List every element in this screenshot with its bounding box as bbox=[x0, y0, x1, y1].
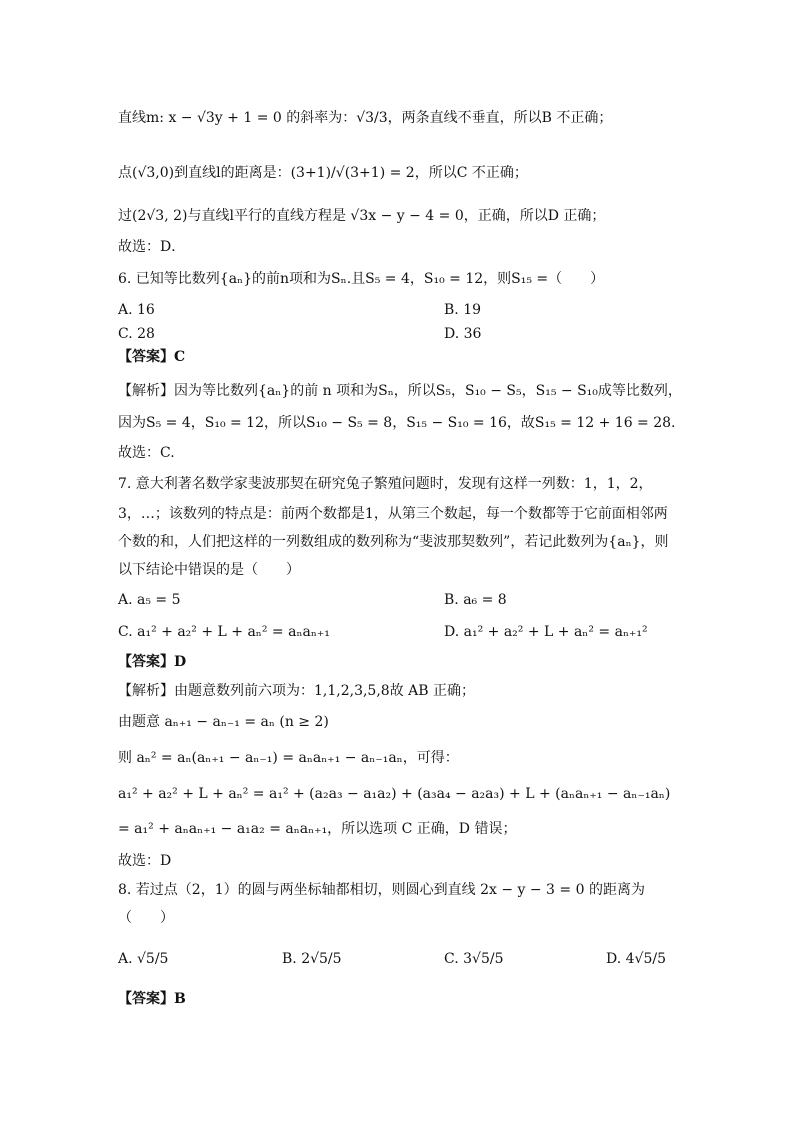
q7-analysis: a₁² + a₂² + L + aₙ² = a₁² + (a₂a₃ − a₁a₂) + (a₃a₄ − a₂a₃) + L + (aₙaₙ₊₁ − aₙ₋₁aₙ) bbox=[118, 786, 671, 802]
q6-option-a: A. 16 bbox=[118, 302, 155, 318]
q6-analysis: 【解析】因为等比数列{aₙ}的前 n 项和为Sₙ，所以S₅，S₁₀ − S₅，S₁₅ − S₁₀成等比数列， bbox=[118, 383, 682, 399]
q7-option-c: C. a₁² + a₂² + L + aₙ² = aₙaₙ₊₁ bbox=[118, 624, 330, 640]
question-7-stem: 7. 意大利著名数学家斐波那契在研究兔子繁殖问题时，发现有这样一列数：1，1，2， bbox=[118, 476, 653, 492]
q6-choice: 故选：C. bbox=[118, 445, 175, 461]
q8-option-d: D. 4√5/5 bbox=[606, 951, 666, 967]
q7-option-a: A. a₅ = 5 bbox=[118, 592, 181, 608]
text-line: 点(√3,0)到直线l的距离是：(3+1)/√(3+1) = 2，所以C 不正确； bbox=[118, 165, 528, 181]
question-8-stem: （ ） bbox=[118, 910, 174, 926]
question-8-stem: 8. 若过点（2，1）的圆与两坐标轴都相切，则圆心到直线 2x − y − 3 = 0 的距离为 bbox=[118, 882, 645, 898]
q8-option-a: A. √5/5 bbox=[118, 951, 169, 967]
q7-analysis: = a₁² + aₙaₙ₊₁ − a₁a₂ = aₙaₙ₊₁，所以选项 C 正确，D 错误； bbox=[118, 821, 517, 837]
q8-option-b: B. 2√5/5 bbox=[282, 951, 342, 967]
q6-answer: 【答案】C bbox=[118, 349, 186, 365]
question-7-stem: 以下结论中错误的是（ ） bbox=[118, 562, 300, 578]
text-line: 过(2√3, 2)与直线l平行的直线方程是 √3x − y − 4 = 0，正确，所以D 正确； bbox=[118, 208, 606, 224]
q7-choice: 故选：D bbox=[118, 853, 172, 869]
question-6-stem: 6. 已知等比数列{aₙ}的前n项和为Sₙ.且S₅ = 4，S₁₀ = 12，则S₁₅ =（ ） bbox=[118, 271, 605, 287]
q6-option-b: B. 19 bbox=[444, 302, 482, 318]
q7-analysis: 由题意 aₙ₊₁ − aₙ₋₁ = aₙ (n ≥ 2) bbox=[118, 714, 329, 730]
q7-analysis: 则 aₙ² = aₙ(aₙ₊₁ − aₙ₋₁) = aₙaₙ₊₁ − aₙ₋₁aₙ，可得： bbox=[118, 750, 459, 766]
q6-option-d: D. 36 bbox=[444, 326, 482, 342]
q6-option-c: C. 28 bbox=[118, 326, 155, 342]
q7-analysis: 【解析】由题意数列前六项为：1,1,2,3,5,8故 AB 正确； bbox=[118, 683, 475, 699]
q8-answer: 【答案】B bbox=[118, 991, 186, 1007]
q8-option-c: C. 3√5/5 bbox=[444, 951, 504, 967]
text-line: 直线m: x − √3y + 1 = 0 的斜率为：√3/3，两条直线不垂直，所以B 不正确； bbox=[118, 110, 613, 126]
q7-option-b: B. a₆ = 8 bbox=[444, 592, 507, 608]
q7-option-d: D. a₁² + a₂² + L + aₙ² = aₙ₊₁² bbox=[444, 624, 648, 640]
question-7-stem: 3，…；该数列的特点是：前两个数都是1，从第三个数起，每一个数都等于它前面相邻两 bbox=[118, 506, 668, 522]
text-line: 故选：D． bbox=[118, 239, 186, 255]
question-7-stem: 个数的和，人们把这样的一列数组成的数列称为“斐波那契数列”，若记此数列为{aₙ}，则 bbox=[118, 534, 669, 550]
q6-analysis: 因为S₅ = 4，S₁₀ = 12，所以S₁₀ − S₅ = 8，S₁₅ − S₁₀ = 16，故S₁₅ = 12 + 16 = 28. bbox=[118, 415, 676, 431]
q7-answer: 【答案】D bbox=[118, 654, 187, 670]
